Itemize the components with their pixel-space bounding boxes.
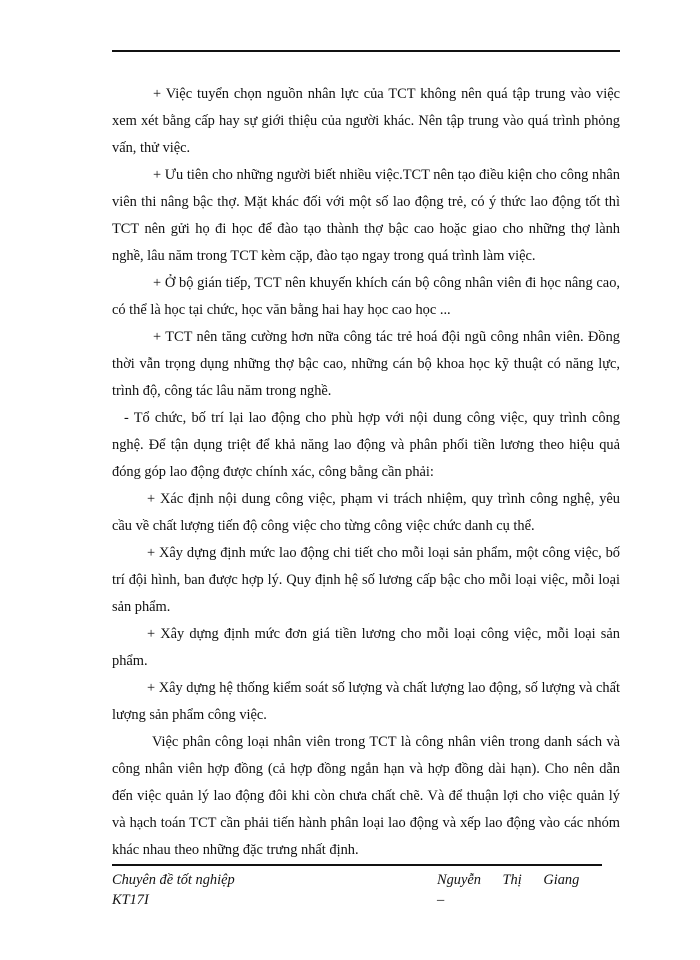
paragraph-priority-skills: + Ưu tiên cho những người biết nhiều việc.TCT nên tạo điều kiện cho công nhân viên thi nâng bậc thợ. Mặt khác đối với một số lao động trẻ, có ý thức lao động tốt thì TCT nên gửi họ đi học để đào tạo thành thợ bậc cao hoặc giao cho những thợ lành nghề, lâu năm trong TCT kèm cặp, đào tạo ngay trong quá trình làm việc. <box>112 167 620 264</box>
paragraph-rejuvenation: + TCT nên tăng cường hơn nữa công tác trẻ hoá đội ngũ công nhân viên. Đồng thời vẫn trọng dụng những thợ bậc cao, những cán bộ khoa học kỹ thuật có năng lực, trình độ, công tác lâu năm trong nghề. <box>112 329 620 399</box>
paragraph-wage-norms: + Xây dựng định mức đơn giá tiền lương cho mỗi loại công việc, mỗi loại sản phẩm. <box>112 626 620 669</box>
footer-title: Chuyên đề tốt nghiệp <box>112 872 235 888</box>
paragraph-define-content: + Xác định nội dung công việc, phạm vi trách nhiệm, quy trình công nghệ, yêu cầu về chất lượng tiến độ công việc cho từng công việc chức danh cụ thể. <box>112 491 620 534</box>
footer-class-code: KT17I <box>112 892 149 908</box>
footer-author: Nguyễn Thị Giang – <box>437 872 580 908</box>
header-rule <box>112 50 620 52</box>
paragraph-labor-norms: + Xây dựng định mức lao động chi tiết cho mỗi loại sản phẩm, một công việc, bố trí đội hình, ban được hợp lý. Quy định hệ số lương cấp bậc cho mỗi loại việc, mỗi loại sản phẩm. <box>112 545 620 615</box>
paragraph-indirect-staff: + Ở bộ gián tiếp, TCT nên khuyến khích cán bộ công nhân viên đi học nâng cao, có thể là học tại chức, học văn bằng hai hay học cao học ... <box>112 275 620 318</box>
footer-rule <box>112 864 602 866</box>
paragraph-recruitment: + Việc tuyển chọn nguồn nhân lực của TCT không nên quá tập trung vào việc xem xét bằng cấp hay sự giới thiệu của người khác. Nên tập trung vào quá trình phỏng vấn, thử việc. <box>112 86 620 156</box>
document-body <box>112 81 620 864</box>
paragraph-control-system: + Xây dựng hệ thống kiểm soát số lượng và chất lượng lao động, số lượng và chất lượng sản phẩm công việc. <box>112 680 621 723</box>
paragraph-classification: Việc phân công loại nhân viên trong TCT là công nhân viên trong danh sách và công nhân viên hợp đồng (cả hợp đồng ngắn hạn và hợp đồng dài hạn). Cho nên dẫn đến việc quản lý lao động đôi khi còn chưa chất chẽ. Và để thuận lợi cho việc quản lý và hạch toán TCT cần phải tiến hành phân loại lao động và xếp lao động vào các nhóm khác nhau theo những đặc trưng nhất định. <box>112 734 620 858</box>
paragraph-reorganize-labor: - Tổ chức, bố trí lại lao động cho phù hợp với nội dung công việc, quy trình công nghệ. Để tận dụng triệt để khả năng lao động và phân phối tiền lương theo hiệu quả đóng góp lao động được chính xác, công bằng cần phải: <box>112 410 620 480</box>
